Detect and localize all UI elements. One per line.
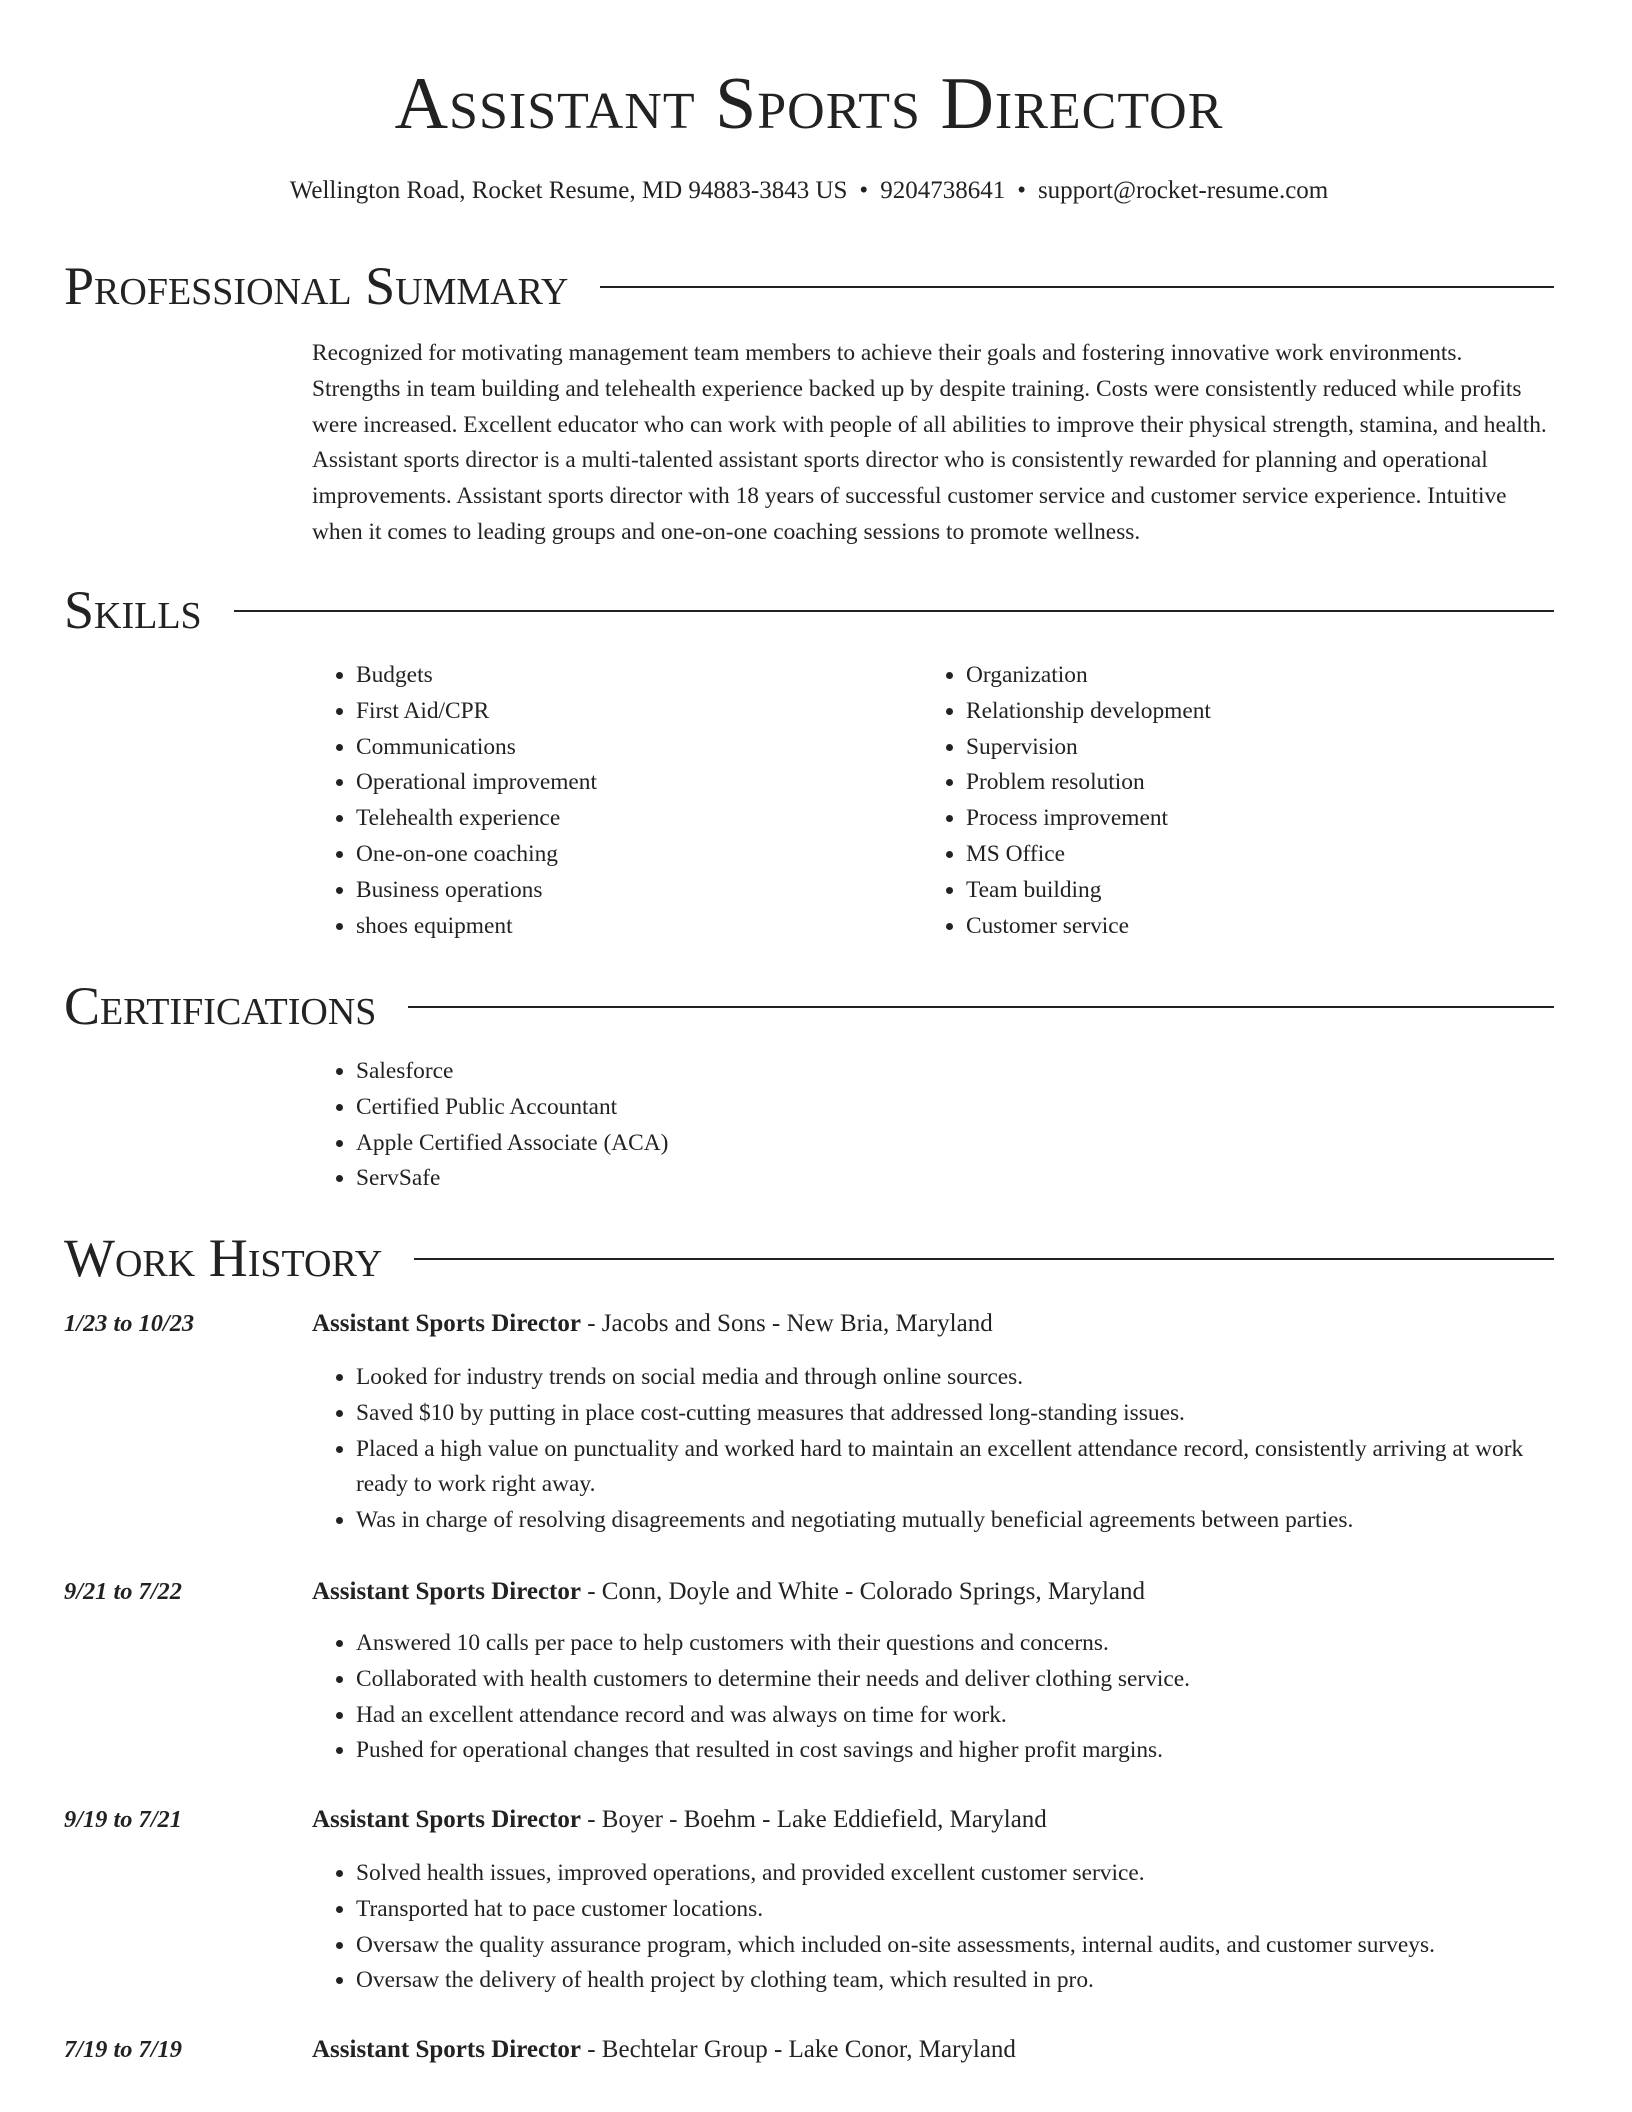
skills-section-header [64, 580, 1554, 640]
job-bullet: • Oversaw the quality assurance program, which included on-site assessments, internal audits, and customer surveys. [356, 1928, 1554, 1964]
skill-item: • Problem resolution [966, 765, 1522, 801]
summary-text: Recognized for motivating management team members to achieve their goals and fostering innovative work environments. Strengths in team building and telehealth experience backed up by despite training. Costs were consistently reduced while profits were increased. Excellent educator who can work with people of all abilities to improve their physical strength, stamina, and health. Assistant sports director is a multi-talented assistant sports director who is consistently rewarded for planning and operational improvements. Assistant sports director with 18 years of successful customer service and customer service experience. Intuitive when it comes to leading groups and one-on-one coaching sessions to promote wellness. [312, 340, 1547, 545]
job-title: Assistant Sports Director [312, 1578, 581, 1605]
contact-line [64, 176, 1554, 206]
skills-column-left [312, 658, 912, 944]
job-dates: 1/23 to 10/23 [64, 1310, 195, 1337]
job-details: - Jacobs and Sons - New Bria, Maryland [580, 1310, 993, 1337]
skill-item: • Business operations [356, 873, 912, 909]
certifications-block [312, 1054, 1554, 1197]
skill-item: • Organization [966, 658, 1522, 694]
skill-item: • Budgets [356, 658, 912, 694]
job-dates: 9/21 to 7/22 [64, 1578, 182, 1605]
work-history-section-header [64, 1228, 1554, 1288]
job-details: - Conn, Doyle and White - Colorado Springs, Maryland [580, 1578, 1146, 1605]
job-title: Assistant Sports Director [312, 2036, 581, 2063]
certifications-heading: Certifications [64, 976, 377, 1036]
contact-phone: 9204738641 [880, 177, 1006, 204]
contact-email[interactable]: support@rocket-resume.com [1037, 177, 1329, 204]
job-bullet: • Had an excellent attendance record and was always on time for work. [356, 1698, 1554, 1734]
work-history-heading: Work History [64, 1228, 383, 1288]
job-bullet: • Collaborated with health customers to determine their needs and deliver clothing service. [356, 1662, 1554, 1698]
skill-item: • Team building [966, 873, 1522, 909]
job-bullet-list [312, 1360, 1554, 1539]
job-bullet: • Placed a high value on punctuality and worked hard to maintain an excellent attendance record, consistently arriving at work ready to work right away. [356, 1432, 1554, 1504]
job-bullet: • Transported hat to pace customer locations. [356, 1892, 1554, 1928]
job-bullet: • Looked for industry trends on social media and through online sources. [356, 1360, 1554, 1396]
skill-item: • shoes equipment [356, 909, 912, 945]
job-bullets [312, 1360, 1554, 1539]
job-details: - Bechtelar Group - Lake Conor, Maryland [580, 2036, 1016, 2063]
skill-item: • Customer service [966, 909, 1522, 945]
job-bullet-list [312, 1626, 1554, 1769]
skills-heading: Skills [64, 580, 202, 640]
skill-item: • Process improvement [966, 801, 1522, 837]
section-divider [234, 610, 1554, 612]
contact-address: Wellington Road, Rocket Resume, MD 94883-3843 US [289, 177, 848, 204]
contact-separator: • [859, 177, 869, 204]
job-dates: 7/19 to 7/19 [64, 2036, 182, 2063]
section-divider [414, 1258, 1554, 1260]
job-dates: 9/19 to 7/21 [64, 1806, 182, 1833]
skills-list-right [922, 658, 1522, 944]
skill-item: • MS Office [966, 837, 1522, 873]
certification-item: • Salesforce [356, 1054, 1554, 1090]
job-bullet: • Solved health issues, improved operations, and provided excellent customer service. [356, 1856, 1554, 1892]
skill-item: • One-on-one coaching [356, 837, 912, 873]
job-heading [312, 1574, 1554, 1610]
job-heading [312, 1802, 1554, 1838]
skills-list-left [312, 658, 912, 944]
skills-column-right [922, 658, 1522, 944]
job-bullets [312, 1626, 1554, 1769]
certification-item: • ServSafe [356, 1161, 1554, 1197]
resume-name: Assistant Sports Director [394, 63, 1224, 145]
skill-item: • Communications [356, 730, 912, 766]
job-bullet: • Pushed for operational changes that resulted in cost savings and higher profit margins. [356, 1733, 1554, 1769]
job-heading [312, 2032, 1554, 2068]
section-divider [408, 1006, 1554, 1008]
section-divider [600, 286, 1554, 288]
job-bullet: • Was in charge of resolving disagreements and negotiating mutually beneficial agreements between parties. [356, 1503, 1554, 1539]
certifications-list [312, 1054, 1554, 1197]
job-title: Assistant Sports Director [312, 1806, 581, 1833]
skill-item: • Telehealth experience [356, 801, 912, 837]
job-title: Assistant Sports Director [312, 1310, 581, 1337]
skill-item: • Operational improvement [356, 765, 912, 801]
certification-item: • Certified Public Accountant [356, 1090, 1554, 1126]
job-heading [312, 1306, 1554, 1342]
job-bullet: • Saved $10 by putting in place cost-cutting measures that addressed long-standing issues. [356, 1396, 1554, 1432]
skill-item: • Relationship development [966, 694, 1522, 730]
certification-item: • Apple Certified Associate (ACA) [356, 1126, 1554, 1162]
summary-section-header [64, 256, 1554, 316]
skill-item: • First Aid/CPR [356, 694, 912, 730]
contact-separator: • [1017, 177, 1026, 204]
skill-item: • Supervision [966, 730, 1522, 766]
job-bullet: • Oversaw the delivery of health project by clothing team, which resulted in pro. [356, 1963, 1554, 1999]
job-details: - Boyer - Boehm - Lake Eddiefield, Maryland [580, 1806, 1047, 1833]
summary-heading: Professional Summary [64, 256, 569, 316]
certifications-section-header [64, 976, 1554, 1036]
job-bullet-list [312, 1856, 1554, 1999]
job-bullet: • Answered 10 calls per pace to help customers with their questions and concerns. [356, 1626, 1554, 1662]
job-bullets [312, 1856, 1554, 1999]
